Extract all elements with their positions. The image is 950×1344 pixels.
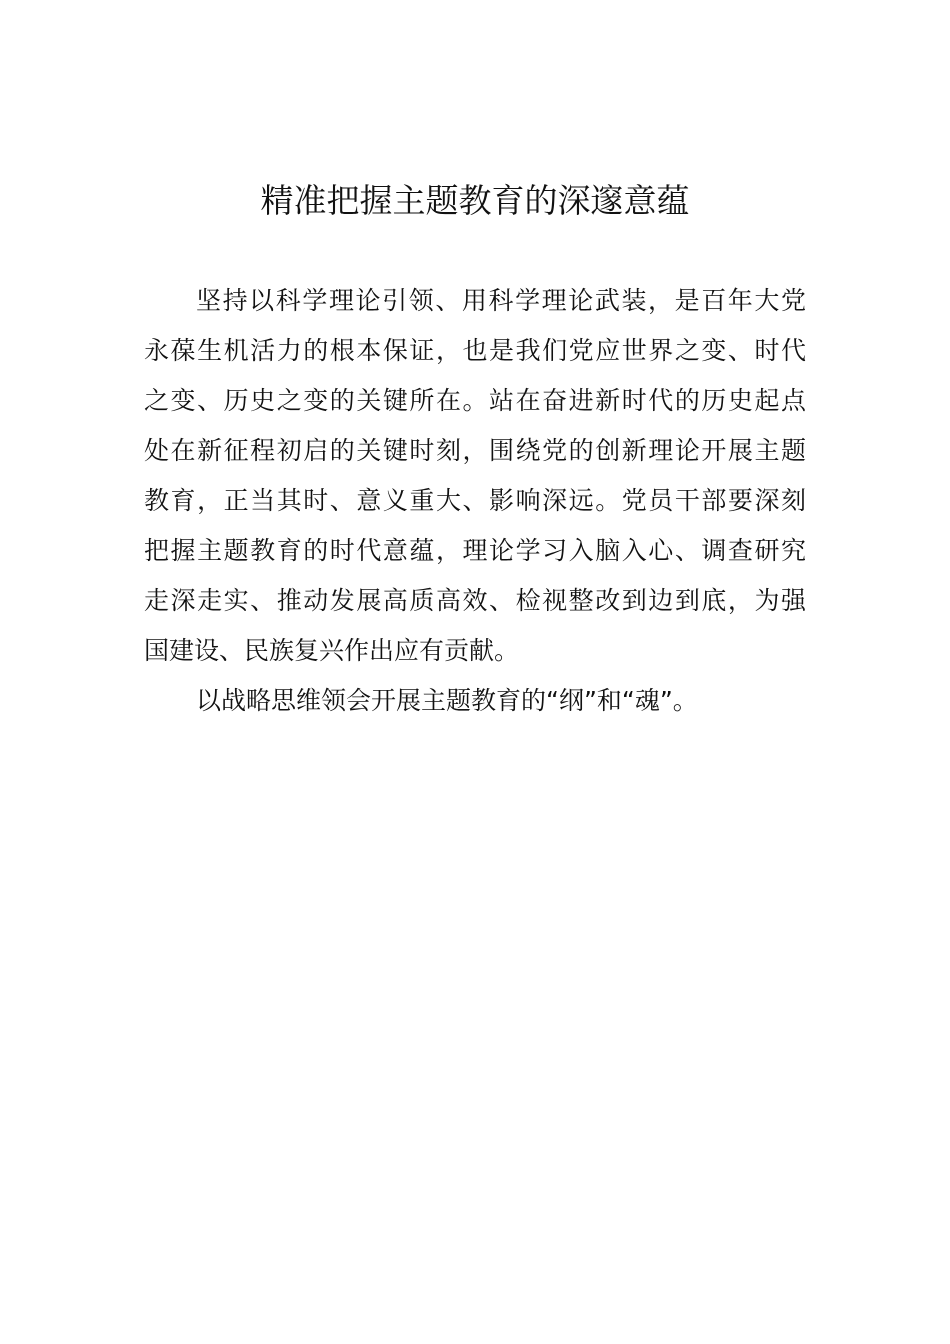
paragraph-line: 教育，正当其时、意义重大、影响深远。党员干部要深刻 [144, 486, 806, 515]
paragraph-2 [144, 676, 806, 726]
paragraph-1 [144, 276, 806, 676]
document-body [144, 276, 806, 726]
paragraph-line: 走深走实、推动发展高质高效、检视整改到边到底，为强 [144, 586, 806, 615]
paragraph-line: 把握主题教育的时代意蕴，理论学习入脑入心、调查研究 [144, 536, 806, 565]
paragraph-line: 国建设、民族复兴作出应有贡献。 [144, 636, 520, 665]
paragraph-line: 处在新征程初启的关键时刻，围绕党的创新理论开展主题 [144, 436, 806, 465]
paragraph-line: 之变、历史之变的关键所在。站在奋进新时代的历史起点 [144, 386, 806, 415]
document-title: 精准把握主题教育的深邃意蕴 [260, 181, 690, 220]
paragraph-line: 永葆生机活力的根本保证，也是我们党应世界之变、时代 [144, 336, 806, 365]
section-heading: 以战略思维领会开展主题教育的“纲”和“魂”。 [196, 686, 698, 715]
paragraph-line: 坚持以科学理论引领、用科学理论武装，是百年大党 [196, 286, 806, 315]
